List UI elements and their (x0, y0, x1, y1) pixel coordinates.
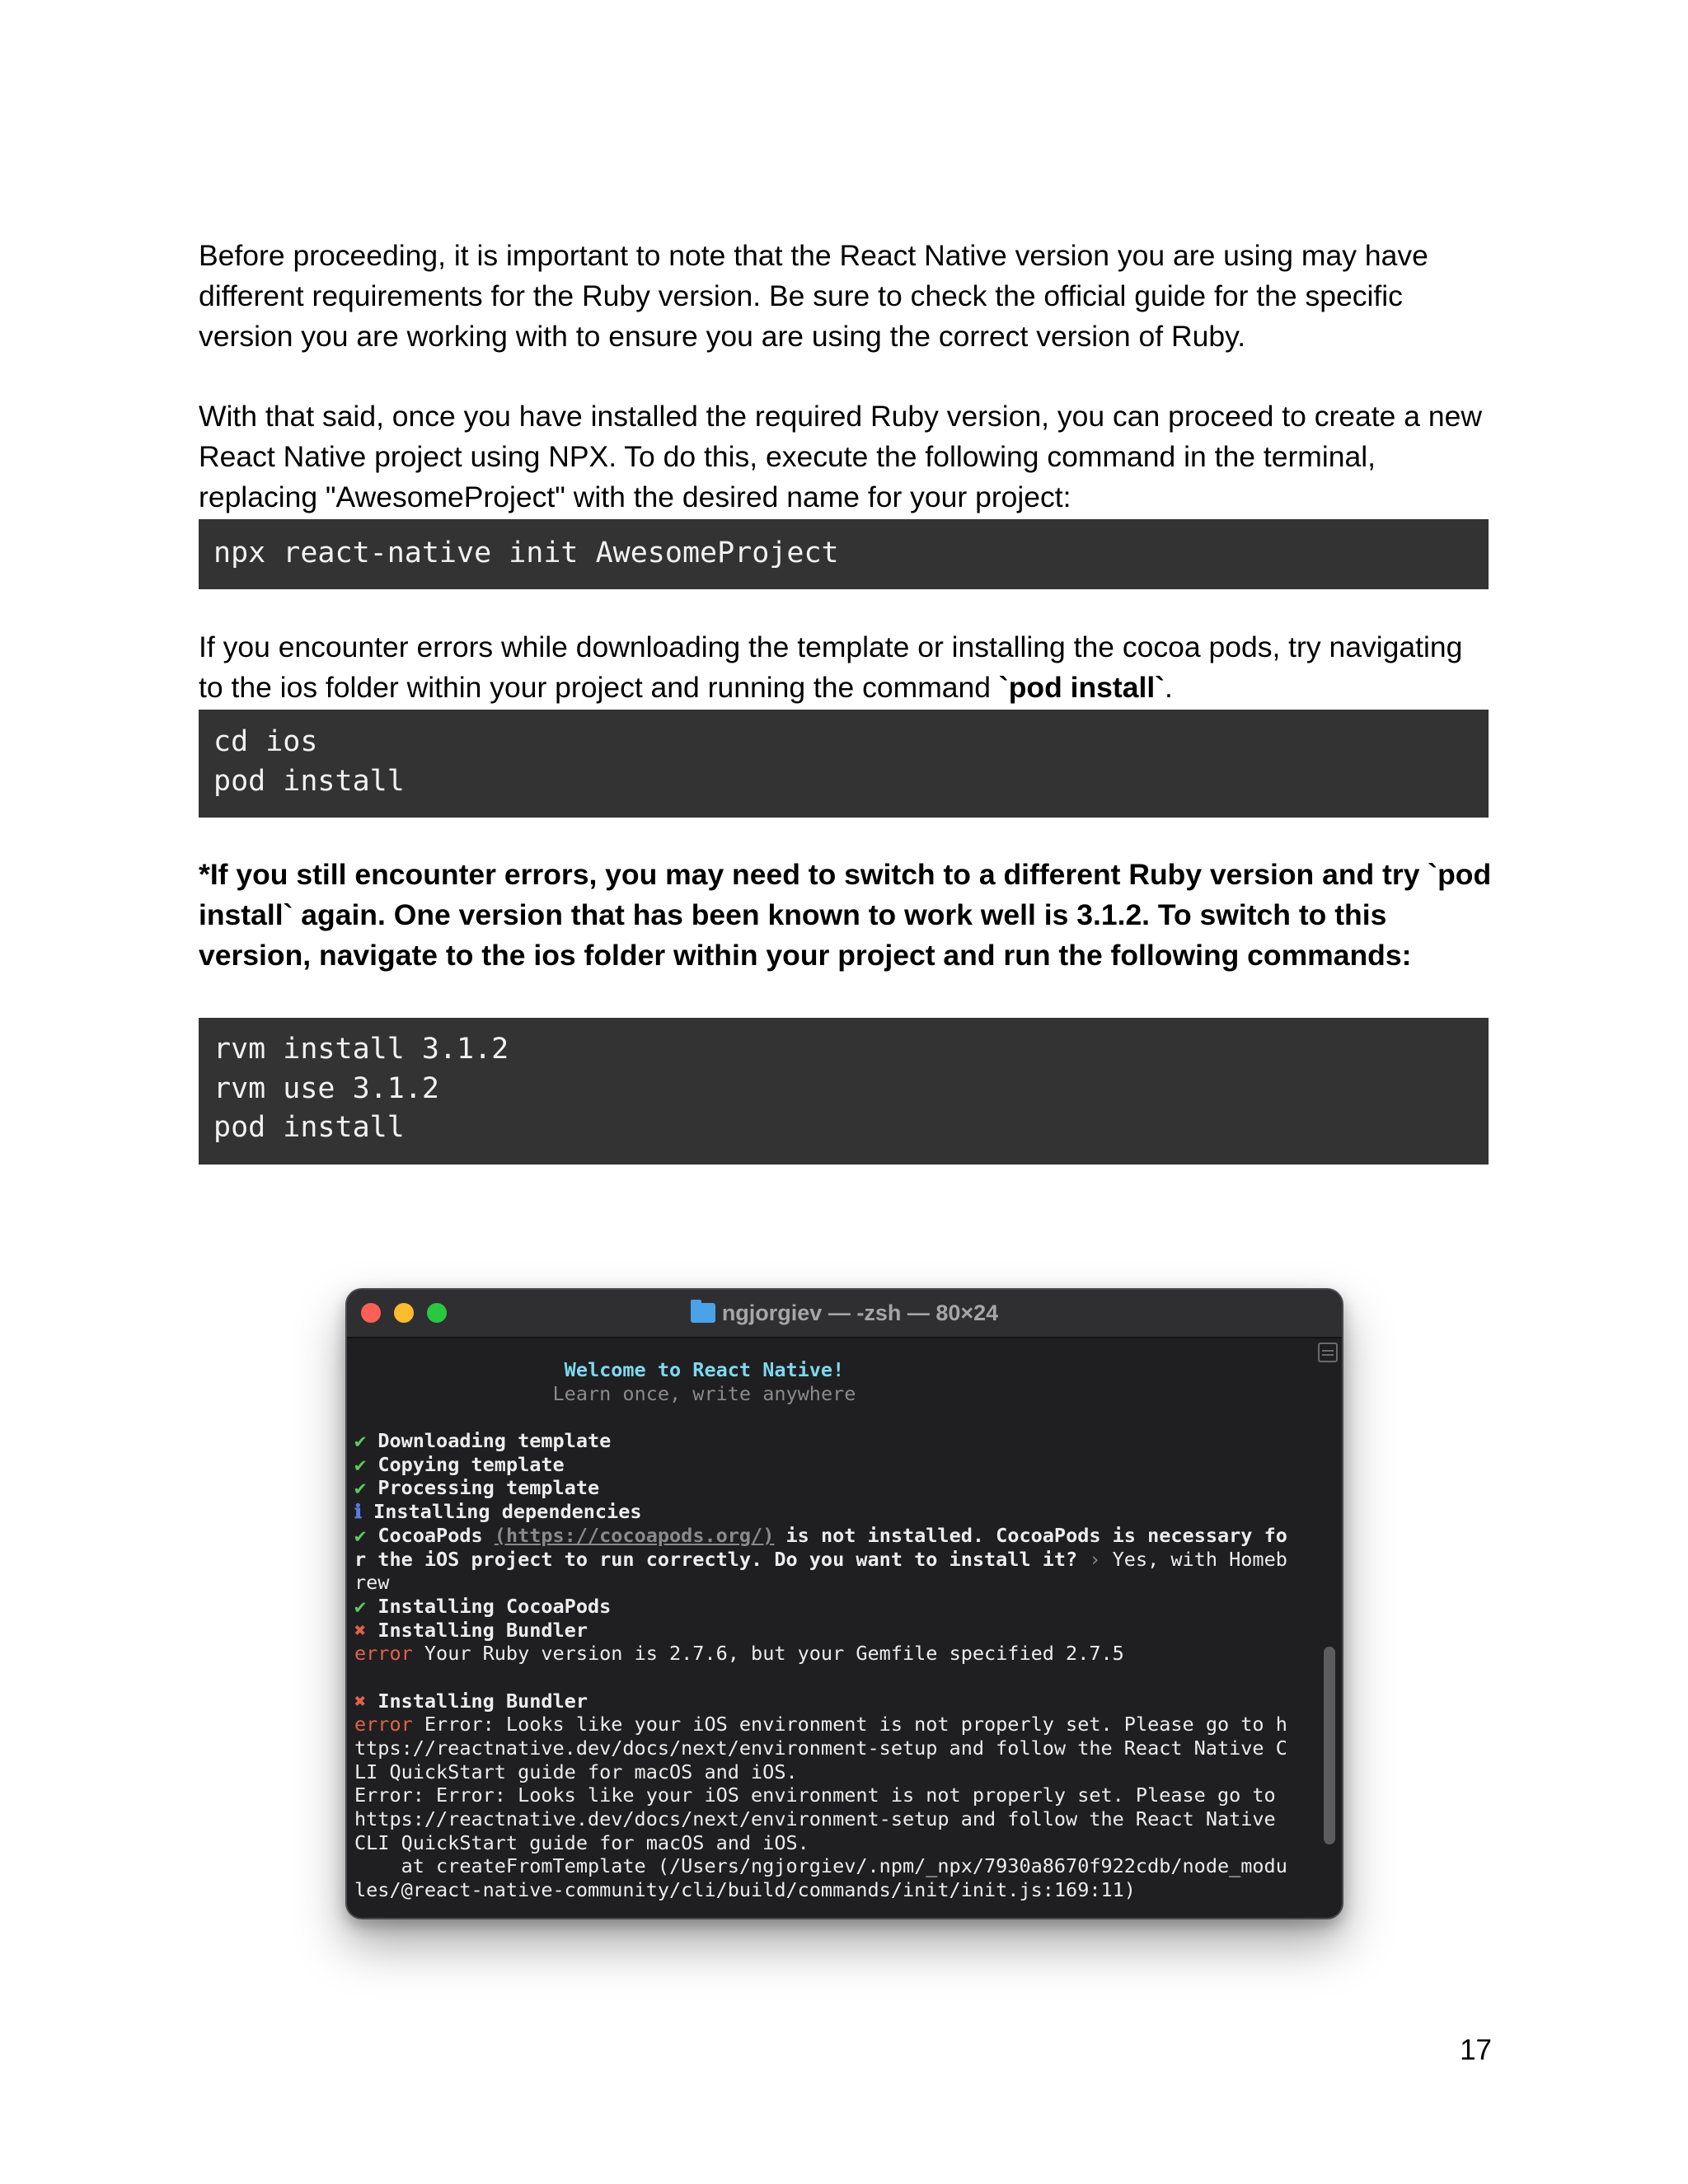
step-text: Downloading template (377, 1429, 612, 1453)
check-icon: ✔ (354, 1429, 367, 1453)
terminal-line (354, 1382, 1319, 1406)
terminal-title-bar (347, 1290, 1342, 1338)
code-block-rvm[interactable] (199, 1018, 1489, 1165)
paragraph-text: If you encounter errors while downloading the template or installing the cocoa pods, try navigating to the ios folder within your project and running the command (199, 630, 1463, 704)
code-line: pod install (213, 764, 405, 798)
terminal-line (354, 1358, 1319, 1382)
step-text: Processing template (377, 1476, 600, 1500)
error-label: error (354, 1713, 413, 1736)
error-text: Your Ruby version is 2.7.6, but your Gemfile specified 2.7.5 (412, 1642, 1124, 1666)
cross-icon: ✖ (354, 1618, 367, 1642)
error-label: error (354, 1642, 413, 1666)
error-text: Error: Looks like your iOS environment is not properly set. Please go to h (412, 1713, 1287, 1736)
inline-command: `pod install` (998, 671, 1165, 704)
step-text: is not installed. CocoaPods is necessary fo (774, 1523, 1287, 1547)
step-text: Copying template (377, 1452, 565, 1476)
folder-icon (691, 1303, 715, 1323)
paragraph-ruby-version-note: Before proceeding, it is important to note that the React Native version you are using may have different requirements for the Ruby version. Be sure to check the official guide for the specific version you are working with to ensure you are using the correct version of Ruby. (199, 239, 1428, 353)
terminal-line: https://reactnative.dev/docs/next/environment-setup and follow the React Native (354, 1807, 1276, 1831)
terminal-menu-icon (1318, 1343, 1338, 1362)
terminal-line (354, 1690, 1319, 1713)
terminal-line-blank (354, 1666, 1319, 1690)
step-text: Installing dependencies (373, 1500, 642, 1524)
page-number: 17 (1460, 2034, 1492, 2066)
terminal-line: LI QuickStart guide for macOS and iOS. (354, 1760, 798, 1783)
terminal-line-blank (354, 1405, 1319, 1429)
paragraph-end: . (1165, 671, 1173, 704)
paragraph-rvm-switch-note: *If you still encounter errors, you may need to switch to a different Ruby version and try `pod install` again. One version that has been known to work well is 3.1.2. To switch to this version, navigate to the ios folder within your project and run the following commands: (199, 858, 1492, 972)
terminal-line (354, 1642, 1319, 1666)
step-text: Installing Bundler (377, 1689, 588, 1713)
check-icon: ✔ (354, 1523, 367, 1547)
code-line: pod install (213, 1111, 405, 1144)
step-text: r the iOS project to run correctly. Do you want to install it? (354, 1547, 1090, 1571)
check-icon: ✔ (354, 1452, 367, 1476)
tagline-text: Learn once, write anywhere (552, 1381, 856, 1405)
terminal-line (354, 1619, 1319, 1643)
terminal-line (354, 1453, 1319, 1477)
terminal-line: at createFromTemplate (/Users/ngjorgiev/.npm/_npx/7930a8670f922cdb/node_modu (354, 1854, 1287, 1878)
terminal-line (354, 1548, 1319, 1572)
paragraph-pod-install-hint (199, 627, 1493, 708)
cross-icon: ✖ (354, 1689, 367, 1713)
terminal-line: les/@react-native-community/cli/build/commands/init/init.js:169:11) (354, 1878, 1136, 1902)
terminal-line (354, 1595, 1319, 1619)
terminal-scrollbar-thumb (1324, 1647, 1335, 1844)
terminal-line: CLI QuickStart guide for macOS and iOS. (354, 1830, 809, 1854)
code-line: rvm install 3.1.2 (213, 1033, 509, 1066)
terminal-line (354, 1476, 1319, 1500)
terminal-line (354, 1713, 1319, 1736)
code-block-pod-install[interactable] (199, 710, 1489, 818)
terminal-line: ttps://reactnative.dev/docs/next/environment-setup and follow the React Native C (354, 1736, 1287, 1760)
terminal-output (354, 1358, 1319, 1902)
terminal-line: Error: Error: Looks like your iOS environment is not properly set. Please go to (354, 1783, 1276, 1807)
step-text: Installing CocoaPods (377, 1594, 612, 1618)
code-line: rvm use 3.1.2 (213, 1071, 439, 1105)
check-icon: ✔ (354, 1476, 367, 1500)
code-line: npx react-native init AwesomeProject (213, 537, 839, 569)
terminal-line (354, 1429, 1319, 1453)
code-line: cd ios (213, 725, 318, 758)
terminal-line (354, 1500, 1319, 1524)
terminal-window-screenshot (345, 1288, 1343, 1919)
welcome-text: Welcome to React Native! (564, 1358, 845, 1381)
terminal-title (347, 1299, 1342, 1327)
terminal-title-text: ngjorgiev — -zsh — 80×24 (721, 1301, 999, 1325)
prompt-arrow-icon: › (1089, 1547, 1101, 1571)
terminal-line: rew (354, 1571, 390, 1595)
cocoapods-link: (https://cocoapods.org/) (494, 1523, 775, 1547)
prompt-answer: Yes, with Homeb (1100, 1547, 1287, 1571)
info-icon: ℹ (354, 1500, 362, 1524)
code-block-npx-init[interactable] (199, 519, 1489, 589)
step-text: CocoaPods (377, 1523, 495, 1547)
terminal-line (354, 1524, 1319, 1548)
check-icon: ✔ (354, 1594, 367, 1618)
paragraph-create-project: With that said, once you have installed the required Ruby version, you can proceed to create a new React Native project using NPX. To do this, execute the following command in the terminal, replacing "AwesomeProject" with the desired name for your project: (199, 400, 1482, 513)
step-text: Installing Bundler (377, 1618, 588, 1642)
